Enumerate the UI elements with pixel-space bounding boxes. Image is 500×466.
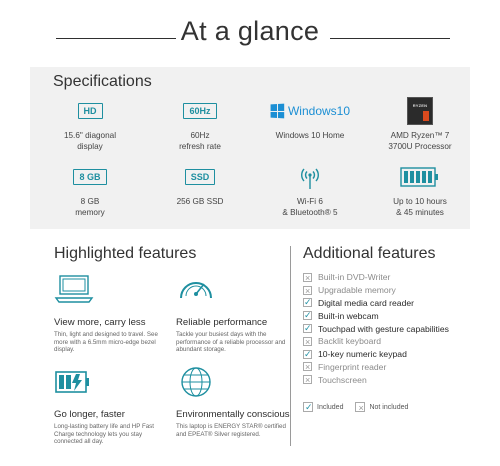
globe-leaf-icon [176, 364, 216, 400]
spec-label: Wi-Fi 6 & Bluetooth® 5 [282, 197, 338, 217]
feature-title: View more, carry less [54, 317, 146, 328]
spec-refresh-rate [145, 97, 255, 152]
spec-label: Up to 10 hours & 45 minutes [393, 197, 447, 217]
page-title: At a glance [180, 16, 320, 46]
feature-list-item [303, 373, 493, 386]
feature-view-more [54, 272, 169, 354]
wifi-antenna-icon [296, 163, 324, 191]
feature-list-label: Digital media card reader [318, 297, 415, 308]
feature-go-longer [54, 364, 169, 446]
feature-description: Long-lasting battery life and HP Fast Charge technology lets you stay connected all day. [54, 423, 154, 446]
speedometer-icon [176, 272, 216, 308]
memory-badge-icon: 8 GB [73, 169, 106, 185]
feature-title: Go longer, faster [54, 409, 125, 420]
spec-wireless [255, 163, 365, 218]
feature-list-item [303, 348, 493, 361]
spec-memory [35, 163, 145, 218]
included-check-icon [303, 402, 313, 412]
feature-list-item [303, 284, 493, 297]
spec-label: AMD Ryzen™ 7 3700U Processor [388, 131, 452, 151]
included-check-icon [303, 350, 312, 359]
included-check-icon [303, 311, 312, 320]
spec-battery [365, 163, 475, 218]
feature-list-label: Built-in DVD-Writer [318, 272, 391, 283]
feature-list-item [303, 361, 493, 374]
section-divider [290, 246, 291, 446]
spec-display [35, 97, 145, 152]
feature-list-label: Upgradable memory [318, 285, 396, 296]
not-included-x-icon [303, 375, 312, 384]
not-included-x-icon [355, 402, 365, 412]
feature-list-item [303, 297, 493, 310]
feature-description: Thin, light and designed to travel. See more with a 6.5mm micro-edge bezel display. [54, 331, 158, 354]
additional-features-title: Additional features [303, 245, 436, 262]
feature-title: Reliable performance [176, 317, 268, 328]
specifications-title: Specifications [53, 73, 152, 90]
not-included-x-icon [303, 286, 312, 295]
feature-list-item [303, 309, 493, 322]
laptop-icon [54, 272, 94, 308]
legend-not-included-label: Not included [369, 403, 409, 411]
spec-label: Windows 10 Home [275, 131, 345, 140]
feature-list-label: Backlit keyboard [318, 336, 382, 347]
highlighted-features-section [30, 240, 290, 460]
battery-charge-icon [54, 364, 94, 400]
spec-label: 8 GB memory [75, 197, 105, 217]
heading-rule-left [56, 38, 176, 39]
spec-label: 15.6" diagonal display [63, 131, 117, 151]
feature-reliable-performance [176, 272, 291, 354]
not-included-x-icon [303, 337, 312, 346]
feature-list-label: 10-key numeric keypad [318, 349, 407, 360]
battery-icon [400, 165, 440, 189]
feature-list-item [303, 322, 493, 335]
included-check-icon [303, 298, 312, 307]
heading-rule-right [330, 38, 450, 39]
ssd-badge-icon: SSD [185, 169, 216, 185]
feature-list-label: Built-in webcam [318, 310, 379, 321]
included-check-icon [303, 324, 312, 333]
hd-badge-icon: HD [78, 103, 103, 119]
not-included-x-icon [303, 273, 312, 282]
feature-list-label: Fingerprint reader [318, 361, 387, 372]
additional-features-list [303, 271, 493, 386]
spec-os [255, 97, 365, 142]
specifications-panel [30, 67, 470, 229]
windows-logo-icon: Windows10 [270, 104, 350, 118]
legend-included-label: Included [317, 403, 344, 411]
feature-description: Tackle your busiest days with the performance of a reliable processor and abundant storage. [176, 331, 286, 354]
amd-ryzen-chip-icon: RYZEN [407, 97, 433, 125]
spec-label: 256 GB SSD [176, 197, 224, 206]
feature-environmentally-conscious [176, 364, 291, 438]
additional-features-section [303, 240, 493, 412]
spec-storage [145, 163, 255, 208]
feature-title: Environmentally conscious [176, 409, 290, 420]
heading-section [0, 14, 500, 54]
feature-list-item [303, 271, 493, 284]
feature-list-label: Touchpad with gesture capabilities [318, 323, 449, 334]
feature-description: This laptop is ENERGY STAR® certified and EPEAT® Silver registered. [176, 423, 286, 438]
spec-label: 60Hz refresh rate [179, 131, 221, 151]
feature-list-label: Touchscreen [318, 374, 367, 385]
highlighted-features-title: Highlighted features [54, 245, 197, 262]
refresh-rate-badge-icon: 60Hz [183, 103, 216, 119]
spec-processor [365, 97, 475, 152]
not-included-x-icon [303, 362, 312, 371]
checkbox-legend [303, 402, 493, 412]
feature-list-item [303, 335, 493, 348]
